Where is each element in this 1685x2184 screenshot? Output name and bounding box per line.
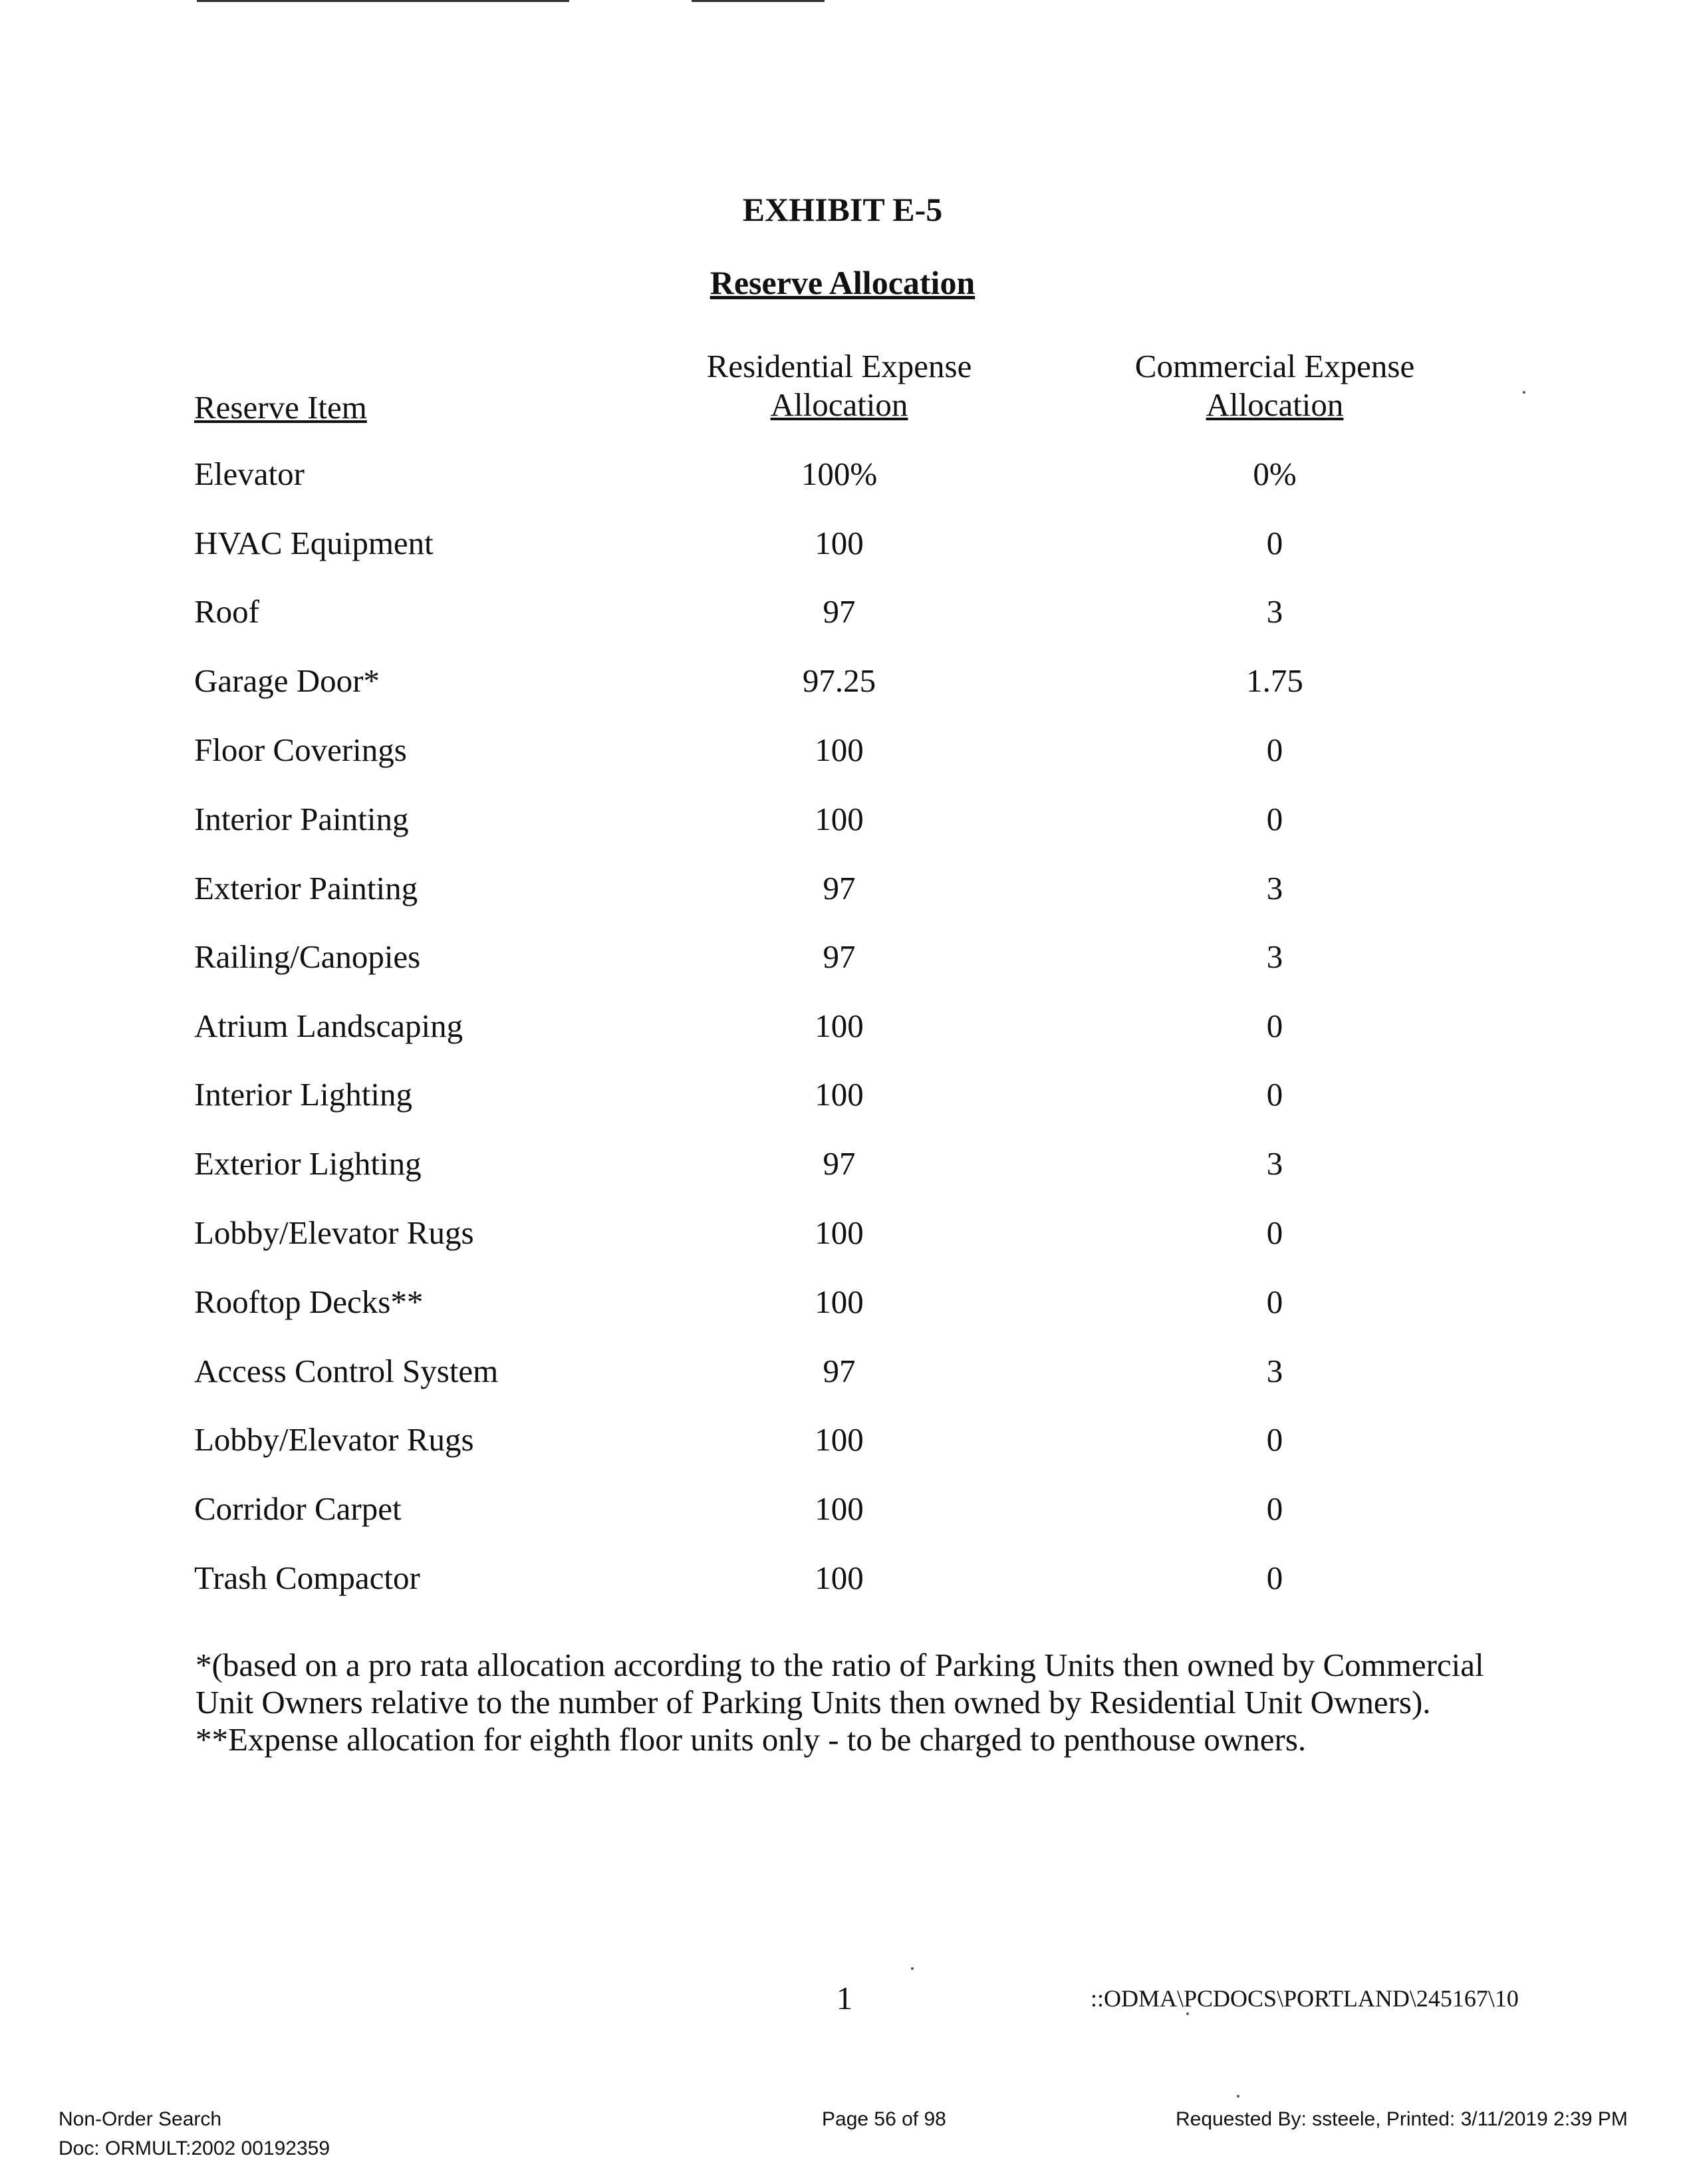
- table-row: [0, 662, 1685, 702]
- table-row: [0, 800, 1685, 840]
- footer-left-line2: Doc: ORMULT:2002 00192359: [59, 2137, 330, 2159]
- reserve-item-name: Roof: [194, 593, 259, 630]
- table-row: [0, 938, 1685, 978]
- table-row: [0, 1559, 1685, 1599]
- residential-value: 100: [815, 1008, 864, 1044]
- table-row: [0, 1283, 1685, 1323]
- reserve-item-name: Trash Compactor: [194, 1560, 420, 1596]
- residential-value: 100%: [801, 456, 878, 492]
- footer-requested-by: Requested By: ssteele, Printed: 3/11/2019 2:39 PM: [1176, 2108, 1628, 2130]
- column-header-commercial-line2: Allocation: [1206, 386, 1344, 423]
- residential-value: 100: [815, 1560, 864, 1596]
- table-row: [0, 1490, 1685, 1530]
- commercial-value: 0: [1266, 1008, 1283, 1044]
- table-row: [0, 1007, 1685, 1047]
- footnote-garage-door: *(based on a pro rata allocation according to the ratio of Parking Units then owned by Commercial Unit Owners relative to the number of Parking Units then owned by Residential Unit Owners).: [195, 1647, 1484, 1720]
- commercial-value: 3: [1266, 938, 1283, 975]
- table-row: [0, 1421, 1685, 1460]
- commercial-value: 0: [1266, 1284, 1283, 1320]
- table-row: [0, 593, 1685, 632]
- table-row: [0, 1075, 1685, 1115]
- commercial-value: 0: [1266, 1490, 1283, 1527]
- reserve-item-name: Interior Painting: [194, 801, 409, 837]
- reserve-item-name: Exterior Lighting: [194, 1145, 422, 1182]
- reserve-item-name: Corridor Carpet: [194, 1490, 402, 1527]
- reserve-item-name: Elevator: [194, 456, 305, 492]
- residential-value: 100: [815, 801, 864, 837]
- column-header-reserve-item: Reserve Item: [194, 389, 367, 426]
- commercial-value: 0: [1266, 732, 1283, 768]
- footer-page-count: Page 56 of 98: [822, 2108, 946, 2130]
- commercial-value: 3: [1266, 593, 1283, 630]
- residential-value: 97: [823, 593, 856, 630]
- page-number: 1: [836, 1980, 853, 2016]
- reserve-item-name: Interior Lighting: [194, 1076, 412, 1113]
- residential-value: 97: [823, 1353, 856, 1389]
- residential-value: 100: [815, 732, 864, 768]
- section-title: Reserve Allocation: [710, 264, 975, 301]
- residential-value: 100: [815, 1421, 864, 1458]
- reserve-item-name: HVAC Equipment: [194, 525, 434, 561]
- table-row: [0, 455, 1685, 495]
- reserve-item-name: Rooftop Decks**: [194, 1284, 424, 1320]
- column-header-residential: [673, 347, 1005, 424]
- footnotes: [195, 1647, 1499, 1758]
- commercial-value: 3: [1266, 1353, 1283, 1389]
- residential-value: 100: [815, 1076, 864, 1113]
- scan-artifact-line: [692, 0, 825, 2]
- reserve-item-name: Lobby/Elevator Rugs: [194, 1421, 474, 1458]
- footer-left-line1: Non-Order Search: [59, 2108, 222, 2130]
- scan-speck: [911, 1967, 914, 1970]
- exhibit-title: EXHIBIT E-5: [742, 191, 943, 228]
- reserve-item-name: Lobby/Elevator Rugs: [194, 1214, 474, 1251]
- residential-value: 100: [815, 1490, 864, 1527]
- residential-value: 100: [815, 525, 864, 561]
- commercial-value: 3: [1266, 870, 1283, 906]
- residential-value: 100: [815, 1284, 864, 1320]
- table-row: [0, 1352, 1685, 1392]
- column-header-residential-line1: Residential Expense: [706, 348, 972, 384]
- commercial-value: 0%: [1253, 456, 1297, 492]
- reserve-item-name: Garage Door*: [194, 662, 380, 699]
- scan-speck: [1186, 2012, 1189, 2015]
- table-row: [0, 1145, 1685, 1184]
- scan-artifact-line: [197, 0, 569, 2]
- commercial-value: 0: [1266, 1076, 1283, 1113]
- commercial-value: 0: [1266, 525, 1283, 561]
- reserve-item-name: Access Control System: [194, 1353, 499, 1389]
- commercial-value: 0: [1266, 801, 1283, 837]
- commercial-value: 0: [1266, 1560, 1283, 1596]
- column-header-commercial-line1: Commercial Expense: [1134, 348, 1415, 384]
- column-header-commercial: [1108, 347, 1441, 424]
- commercial-value: 3: [1266, 1145, 1283, 1182]
- residential-value: 97: [823, 870, 856, 906]
- residential-value: 97.25: [802, 662, 876, 699]
- table-row: [0, 869, 1685, 909]
- document-path: ::ODMA\PCDOCS\PORTLAND\245167\10: [1091, 1985, 1519, 2012]
- column-header-residential-line2: Allocation: [770, 386, 908, 423]
- residential-value: 100: [815, 1214, 864, 1251]
- scan-speck: [1523, 391, 1525, 394]
- reserve-item-name: Exterior Painting: [194, 870, 418, 906]
- commercial-value: 0: [1266, 1421, 1283, 1458]
- residential-value: 97: [823, 938, 856, 975]
- commercial-value: 0: [1266, 1214, 1283, 1251]
- table-row: [0, 524, 1685, 564]
- table-row: [0, 731, 1685, 771]
- residential-value: 97: [823, 1145, 856, 1182]
- reserve-item-name: Railing/Canopies: [194, 938, 421, 975]
- commercial-value: 1.75: [1246, 662, 1303, 699]
- reserve-item-name: Atrium Landscaping: [194, 1008, 463, 1044]
- reserve-item-name: Floor Coverings: [194, 732, 407, 768]
- footnote-rooftop-decks: **Expense allocation for eighth floor units only - to be charged to penthouse owners.: [195, 1721, 1307, 1758]
- scan-speck: [1237, 2095, 1239, 2098]
- table-row: [0, 1214, 1685, 1254]
